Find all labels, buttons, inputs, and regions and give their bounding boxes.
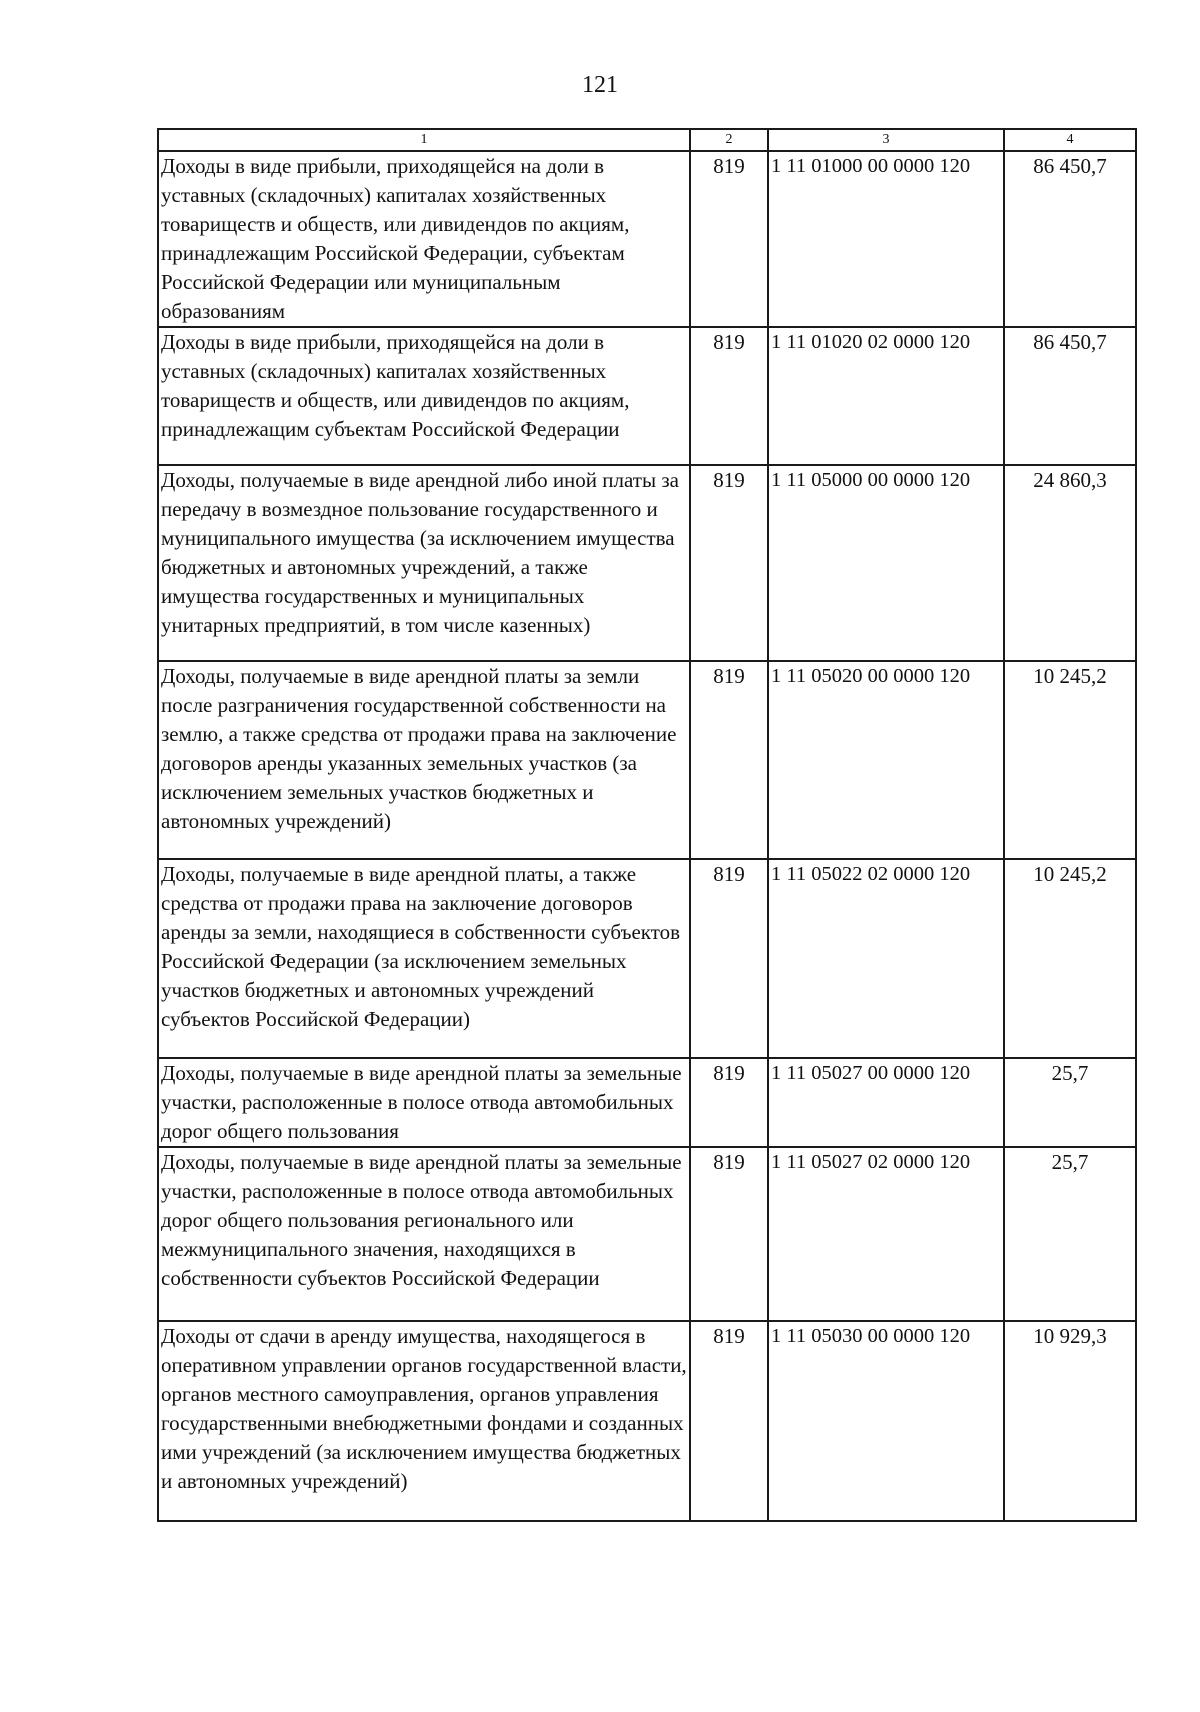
admin-code: 819 — [690, 661, 768, 859]
classification-code: 1 11 05027 02 0000 120 — [768, 1147, 1004, 1321]
amount: 25,7 — [1004, 1058, 1136, 1147]
amount: 10 929,3 — [1004, 1321, 1136, 1521]
admin-code: 819 — [690, 1058, 768, 1147]
table-row — [158, 661, 1136, 859]
header-col-4: 4 — [1004, 129, 1136, 151]
table-body — [158, 151, 1136, 1521]
classification-code: 1 11 05000 00 0000 120 — [768, 465, 1004, 661]
header-row — [158, 129, 1136, 151]
revenue-name: Доходы, получаемые в виде арендной платы за земли после разграничения государственной собственности на землю, а также средства от продажи права на заключение договоров аренды указанных земельных участков (за исключением земельных участков бюджетных и автономных учреждений) — [158, 661, 690, 859]
table-row — [158, 1058, 1136, 1147]
header-col-3: 3 — [768, 129, 1004, 151]
table-row — [158, 1321, 1136, 1521]
table-row — [158, 1147, 1136, 1321]
table-row — [158, 859, 1136, 1058]
amount: 25,7 — [1004, 1147, 1136, 1321]
classification-code: 1 11 01000 00 0000 120 — [768, 151, 1004, 327]
page-number: 121 — [582, 72, 618, 98]
revenue-name: Доходы, получаемые в виде арендной либо иной платы за передачу в возмездное пользование государственного и муниципального имущества (за исключением имущества бюджетных и автономных учреждений, а также имущества государственных и муниципальных унитарных предприятий, в том числе казенных) — [158, 465, 690, 661]
revenue-name: Доходы, получаемые в виде арендной платы, а также средства от продажи права на заключение договоров аренды за земли, находящиеся в собственности субъектов Российской Федерации (за исключением земельных участков бюджетных и автономных учреждений субъектов Российской Федерации) — [158, 859, 690, 1058]
header-col-1: 1 — [158, 129, 690, 151]
amount: 24 860,3 — [1004, 465, 1136, 661]
revenue-name: Доходы в виде прибыли, приходящейся на доли в уставных (складочных) капиталах хозяйственных товариществ и обществ, или дивидендов по акциям, принадлежащим субъектам Российской Федерации — [158, 327, 690, 465]
admin-code: 819 — [690, 859, 768, 1058]
admin-code: 819 — [690, 151, 768, 327]
table-row — [158, 327, 1136, 465]
header-col-2: 2 — [690, 129, 768, 151]
admin-code: 819 — [690, 465, 768, 661]
classification-code: 1 11 05022 02 0000 120 — [768, 859, 1004, 1058]
amount: 10 245,2 — [1004, 661, 1136, 859]
classification-code: 1 11 05027 00 0000 120 — [768, 1058, 1004, 1147]
admin-code: 819 — [690, 1147, 768, 1321]
revenue-name: Доходы, получаемые в виде арендной платы за земельные участки, расположенные в полосе отвода автомобильных дорог общего пользования — [158, 1058, 690, 1147]
amount: 86 450,7 — [1004, 151, 1136, 327]
amount: 10 245,2 — [1004, 859, 1136, 1058]
amount: 86 450,7 — [1004, 327, 1136, 465]
admin-code: 819 — [690, 327, 768, 465]
table-header — [158, 129, 1136, 151]
admin-code: 819 — [690, 1321, 768, 1521]
classification-code: 1 11 05030 00 0000 120 — [768, 1321, 1004, 1521]
table-row — [158, 465, 1136, 661]
table-row — [158, 151, 1136, 327]
revenue-name: Доходы от сдачи в аренду имущества, находящегося в оперативном управлении органов государственной власти, органов местного самоуправления, органов управления государственными внебюджетными фондами и созданных ими учреждений (за исключением имущества бюджетных и автономных учреждений) — [158, 1321, 690, 1521]
classification-code: 1 11 01020 02 0000 120 — [768, 327, 1004, 465]
revenue-name: Доходы, получаемые в виде арендной платы за земельные участки, расположенные в полосе отвода автомобильных дорог общего пользования регионального или межмуниципального значения, находящихся в собственности субъектов Российской Федерации — [158, 1147, 690, 1321]
revenue-table — [157, 128, 1137, 1522]
classification-code: 1 11 05020 00 0000 120 — [768, 661, 1004, 859]
revenue-name: Доходы в виде прибыли, приходящейся на доли в уставных (складочных) капиталах хозяйственных товариществ и обществ, или дивидендов по акциям, принадлежащим Российской Федерации, субъектам Российской Федерации или муниципальным образованиям — [158, 151, 690, 327]
